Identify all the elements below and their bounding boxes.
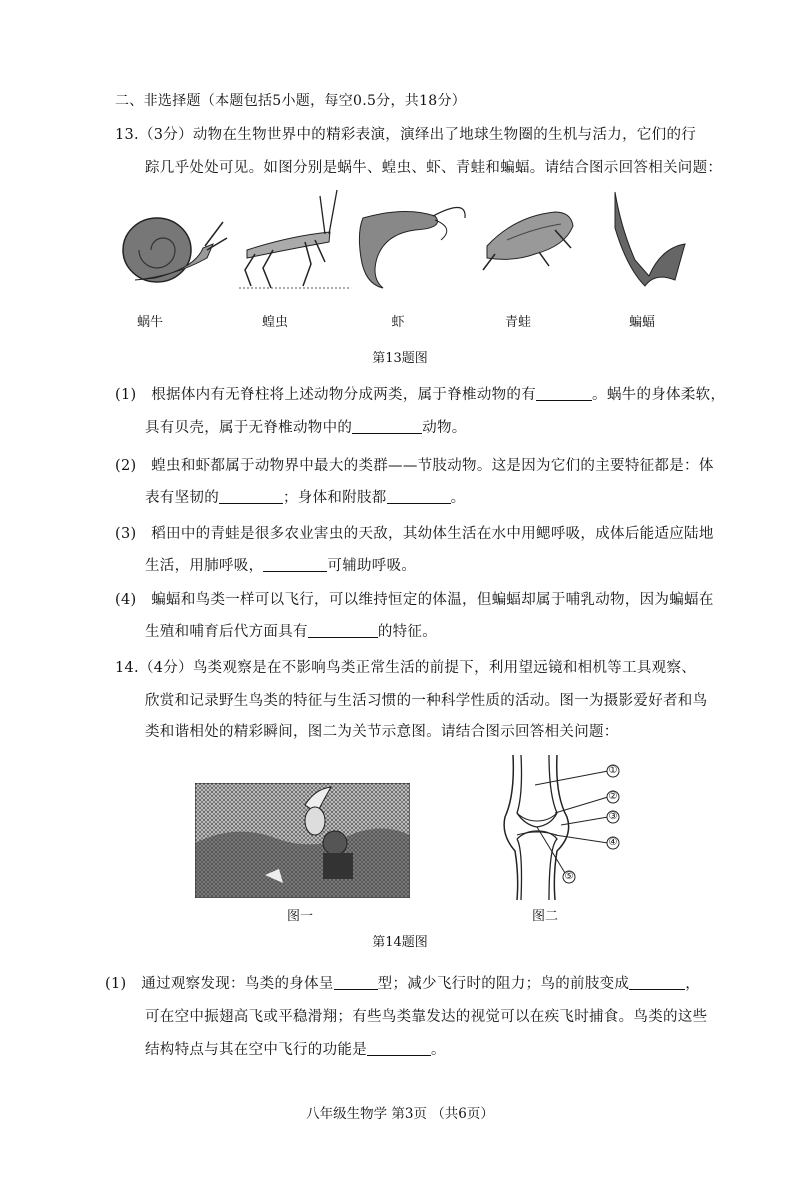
q14-figure-caption: 第14题图 <box>372 935 428 950</box>
joint-label-1: ① <box>608 765 618 776</box>
bat-illustration <box>615 192 685 286</box>
q14-part1-line3 <box>145 1038 446 1059</box>
q13-part3-text-c: 可辅助呼吸。 <box>327 558 417 574</box>
answer-blank[interactable] <box>629 975 685 990</box>
animal-label-snail: 蜗牛 <box>136 315 163 330</box>
q13-part2-text-c: ；身体和附肢都 <box>283 490 387 506</box>
q13-animals-figure <box>115 188 695 298</box>
q13-part3-text-b: 生活，用肺呼吸， <box>145 558 264 574</box>
q13-part4-text-b: 生殖和哺育后代方面具有 <box>145 624 308 640</box>
q13-part3-line2 <box>145 554 416 575</box>
joint-label-2: ② <box>608 791 618 802</box>
q13-part2-text-d: 。 <box>450 490 466 506</box>
shrimp-illustration <box>359 207 465 288</box>
locust-illustration <box>239 190 350 288</box>
figure1-label: 图一 <box>286 909 313 924</box>
joint-label-3: ③ <box>608 811 618 822</box>
q13-part2-text-b: 表有坚韧的 <box>145 490 219 506</box>
q13-intro-line1: 13.（3分）动物在生物世界中的精彩表演，演绎出了地球生物圈的生机与活力，它们的行 <box>115 127 697 143</box>
answer-blank[interactable] <box>219 489 283 504</box>
q14-intro-line3: 类和谐相处的精彩瞬间，图二为关节示意图。请结合图示回答相关问题： <box>145 724 619 740</box>
page-footer: 八年级生物学 第3页 （共6页） <box>306 1106 494 1122</box>
q14-intro-line1: 14.（4分）鸟类观察是在不影响鸟类正常生活的前提下，利用望远镜和相机等工具观察、 <box>115 660 697 676</box>
q13-part1-text-a: (1) 根据体内有无脊柱将上述动物分成两类，属于脊椎动物的有 <box>115 387 537 403</box>
animal-label-shrimp: 虾 <box>391 315 405 330</box>
snail-illustration <box>123 218 227 282</box>
q14-part1-text-a: (1) 通过观察发现：鸟类的身体呈 <box>105 976 334 992</box>
q13-figure-caption: 第13题图 <box>372 351 428 366</box>
q13-part3-line1: (3) 稻田中的青蛙是很多农业害虫的天敌，其幼体生活在水中用鳃呼吸，成体后能适应陆地 <box>115 526 714 542</box>
answer-blank[interactable] <box>536 386 592 401</box>
q13-part2-line1: (2) 蝗虫和虾都属于动物界中最大的类群——节肢动物。这是因为它们的主要特征都是：体 <box>115 458 714 474</box>
q13-intro-line2: 踪几乎处处可见。如图分别是蜗牛、蝗虫、虾、青蛙和蝙蝠。请结合图示回答相关问题： <box>145 160 723 176</box>
figure2-label: 图二 <box>531 909 558 924</box>
answer-blank[interactable] <box>263 557 327 572</box>
q14-part1-text-f: 。 <box>431 1042 446 1058</box>
q13-part1-line1 <box>115 383 725 404</box>
answer-blank[interactable] <box>387 489 451 504</box>
q13-part4-text-c: 的特征。 <box>377 624 438 640</box>
q14-part1-line2: 可在空中振翅高飞或平稳滑翔；有些鸟类靠发达的视觉可以在疾飞时捕食。鸟类的这些 <box>145 1009 708 1025</box>
q14-part1-text-c: ， <box>685 976 701 992</box>
q14-part1-line1 <box>105 972 700 993</box>
joint-label-4: ④ <box>608 837 618 848</box>
animal-label-frog: 青蛙 <box>504 315 531 330</box>
joint-label-5: ⑤ <box>564 871 574 882</box>
section-title: 二、非选择题（本题包括5小题，每空0.5分，共18分） <box>115 93 467 109</box>
q13-part1-text-d: 动物。 <box>422 420 467 436</box>
q14-part1-text-b: 型；减少飞行时的阻力；鸟的前肢变成 <box>377 976 630 992</box>
q14-part1-text-e: 结构特点与其在空中飞行的功能是 <box>145 1042 367 1058</box>
answer-blank[interactable] <box>352 419 422 434</box>
answer-blank[interactable] <box>334 975 378 990</box>
q13-part1-line2 <box>145 416 467 437</box>
answer-blank[interactable] <box>367 1041 431 1056</box>
animal-label-locust: 蝗虫 <box>261 315 288 330</box>
answer-blank[interactable] <box>308 623 378 638</box>
q13-part2-line2 <box>145 486 465 507</box>
bird-photo-figure <box>195 783 410 898</box>
q14-intro-line2: 欣赏和记录野生鸟类的特征与生活习惯的一种科学性质的活动。图一为摄影爱好者和鸟 <box>145 693 708 709</box>
q13-part1-text-c: 具有贝壳，属于无脊椎动物中的 <box>145 420 353 436</box>
frog-illustration <box>483 212 573 270</box>
animal-label-bat: 蝙蝠 <box>628 315 655 330</box>
q13-part4-line2 <box>145 620 437 641</box>
q13-part4-line1: (4) 蝙蝠和鸟类一样可以飞行，可以维持恒定的体温，但蝙蝠却属于哺乳动物，因为蝙蝠在 <box>115 592 714 608</box>
q13-part1-text-b: 。蜗牛的身体柔软， <box>592 387 726 403</box>
